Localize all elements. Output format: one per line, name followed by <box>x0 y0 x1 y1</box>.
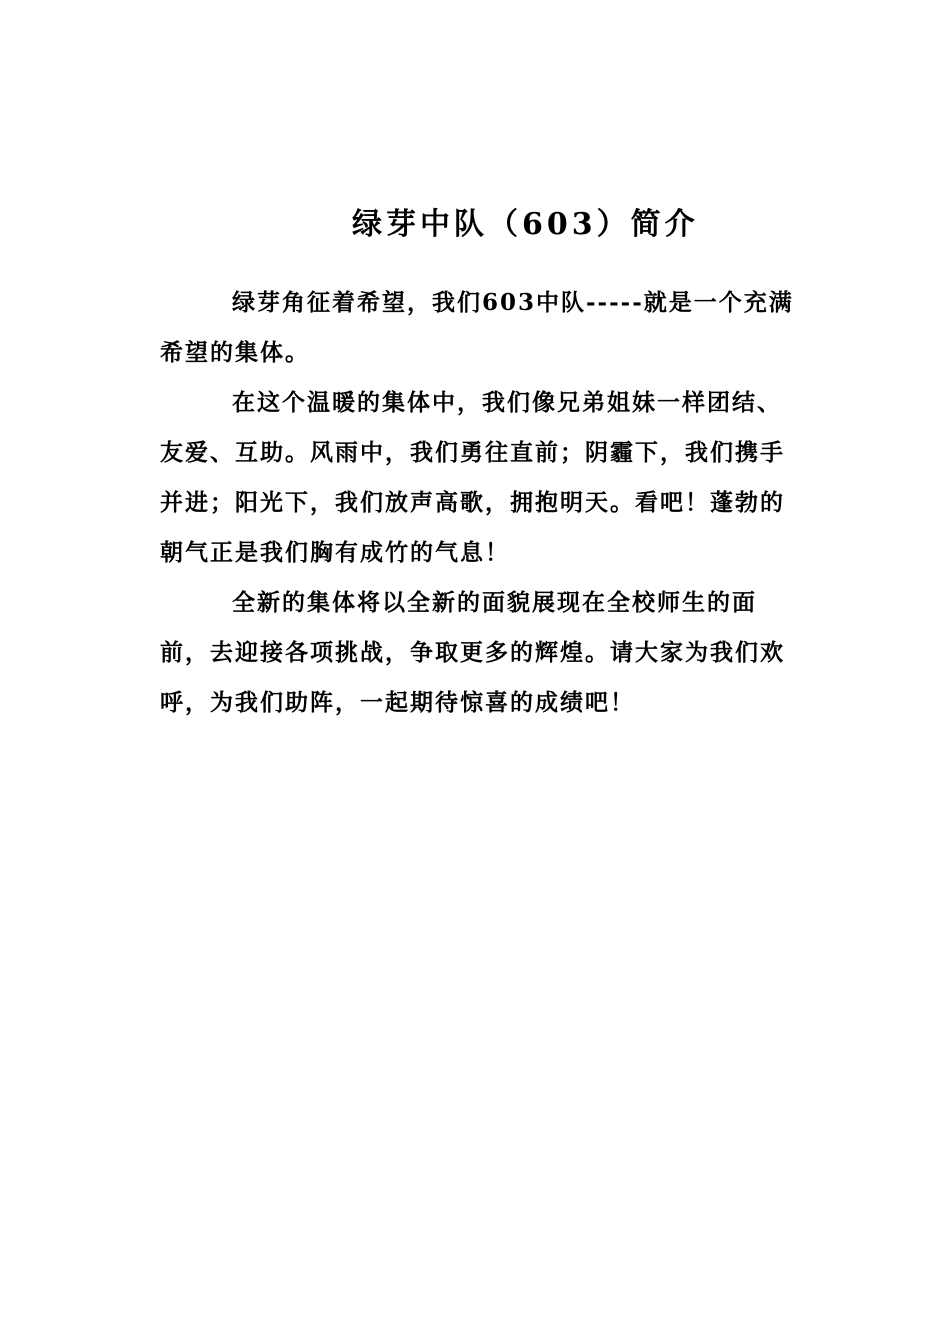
paragraph-future: 全新的集体将以全新的面貌展现在全校师生的面前，去迎接各项挑战，争取更多的辉煌。请大家为我们欢呼，为我们助阵，一起期待惊喜的成绩吧！ <box>160 589 785 716</box>
paragraph-collective: 在这个温暖的集体中，我们像兄弟姐妹一样团结、友爱、互助。风雨中，我们勇往直前；阴霾下，我们携手并进；阳光下，我们放声高歌，拥抱明天。看吧！蓬勃的朝气正是我们胸有成竹的气息！ <box>160 389 785 566</box>
document-body <box>160 278 800 728</box>
paragraph-intro: 绿芽角征着希望，我们603中队-----就是一个充满希望的集体。 <box>160 289 794 366</box>
document-title: 绿芽中队（603）简介 <box>352 207 699 242</box>
